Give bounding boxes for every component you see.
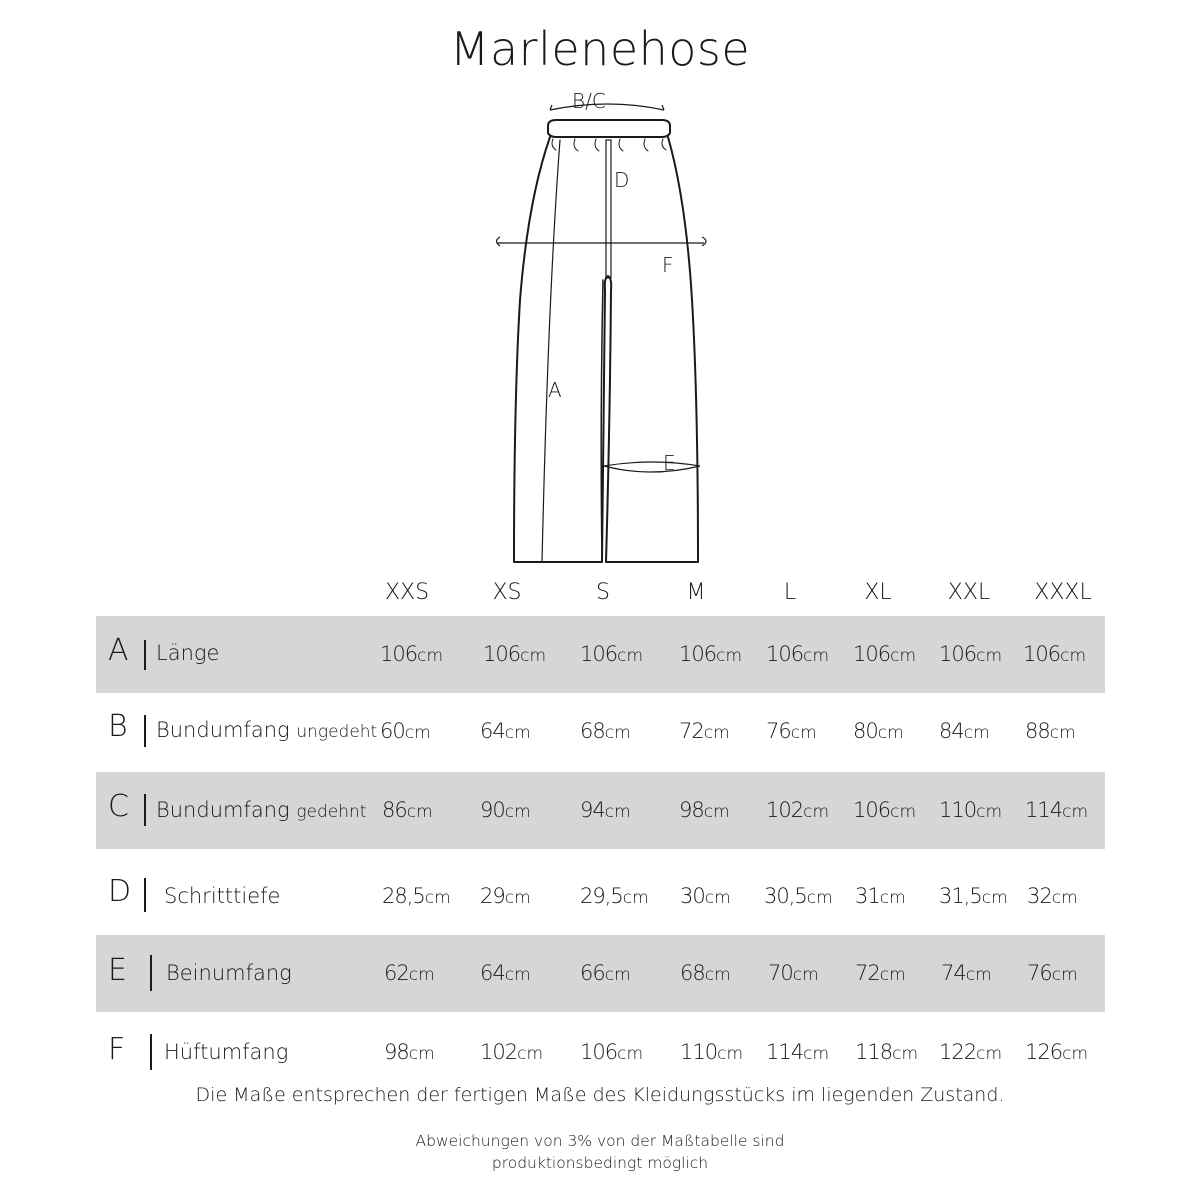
row-divider <box>150 955 152 991</box>
value-cell: 70cm <box>768 961 819 985</box>
value-cell: 84cm <box>939 719 990 743</box>
value-cell: 88cm <box>1025 719 1076 743</box>
size-header-l: L <box>783 580 797 605</box>
size-header-xl: XL <box>864 580 892 605</box>
value-cell: 106cm <box>580 1040 644 1064</box>
value-cell: 62cm <box>384 961 435 985</box>
row-label: Beinumfang <box>166 961 292 985</box>
label-bc: B/C <box>572 89 606 113</box>
value-cell: 102cm <box>766 798 830 822</box>
side-seam <box>542 140 560 562</box>
value-cell: 118cm <box>855 1040 919 1064</box>
value-cell: 29cm <box>480 884 531 908</box>
size-header-s: S <box>596 580 610 605</box>
row-label: Schritttiefe <box>164 884 281 908</box>
value-cell: 31cm <box>855 884 906 908</box>
value-cell: 106cm <box>853 642 917 666</box>
size-header-xxl: XXL <box>947 580 991 605</box>
value-cell: 30cm <box>680 884 731 908</box>
table-row-a <box>96 616 1105 693</box>
label-d: D <box>614 168 630 192</box>
size-header-xs: XS <box>492 580 522 605</box>
value-cell: 30,5cm <box>764 884 833 908</box>
tolerance-note-line2: produktionsbedingt möglich <box>491 1154 709 1172</box>
value-cell: 126cm <box>1025 1040 1089 1064</box>
table-row-d <box>96 858 1105 935</box>
value-cell: 68cm <box>580 719 631 743</box>
row-divider <box>144 640 146 670</box>
page-title: Marlenehose <box>449 22 751 76</box>
value-cell: 32cm <box>1027 884 1078 908</box>
table-row-c <box>96 772 1105 849</box>
rise-measure-line <box>606 140 611 278</box>
value-cell: 76cm <box>1027 961 1078 985</box>
value-cell: 86cm <box>382 798 433 822</box>
value-cell: 31,5cm <box>939 884 1008 908</box>
value-cell: 106cm <box>1023 642 1087 666</box>
row-letter: B <box>108 709 128 744</box>
value-cell: 90cm <box>480 798 531 822</box>
waistband-outline <box>548 120 670 137</box>
waist-measure-arc <box>550 104 664 110</box>
row-letter: C <box>108 789 129 824</box>
value-cell: 72cm <box>855 961 906 985</box>
row-letter: D <box>108 874 132 909</box>
value-cell: 110cm <box>939 798 1003 822</box>
value-cell: 76cm <box>766 719 817 743</box>
value-cell: 102cm <box>480 1040 544 1064</box>
table-row-b <box>96 693 1105 770</box>
table-row-e <box>96 935 1105 1012</box>
tolerance-note-line1: Abweichungen von 3% von der Maßtabelle sind <box>415 1132 785 1150</box>
value-cell: 106cm <box>766 642 830 666</box>
row-label: Bundumfang ungedeht <box>156 718 378 742</box>
row-label: Hüftumfang <box>164 1040 289 1064</box>
value-cell: 29,5cm <box>580 884 649 908</box>
row-letter: A <box>108 633 129 668</box>
value-cell: 80cm <box>853 719 904 743</box>
value-cell: 110cm <box>680 1040 744 1064</box>
tolerance-note <box>0 1130 1200 1174</box>
value-cell: 98cm <box>384 1040 435 1064</box>
value-cell: 74cm <box>941 961 992 985</box>
row-divider <box>144 878 146 912</box>
value-cell: 60cm <box>380 719 431 743</box>
label-e: E <box>663 451 676 475</box>
value-cell: 106cm <box>853 798 917 822</box>
value-cell: 114cm <box>1025 798 1089 822</box>
value-cell: 64cm <box>480 961 531 985</box>
label-a: A <box>548 378 562 402</box>
value-cell: 64cm <box>480 719 531 743</box>
value-cell: 72cm <box>679 719 730 743</box>
value-cell: 106cm <box>939 642 1003 666</box>
row-label: Länge <box>156 641 220 665</box>
value-cell: 68cm <box>680 961 731 985</box>
value-cell: 106cm <box>380 642 444 666</box>
leg-measure-line <box>604 462 700 472</box>
trouser-diagram <box>480 85 720 575</box>
row-divider <box>144 794 146 826</box>
row-divider <box>144 715 146 747</box>
value-cell: 114cm <box>766 1040 830 1064</box>
value-cell: 94cm <box>580 798 631 822</box>
value-cell: 66cm <box>580 961 631 985</box>
value-cell: 106cm <box>483 642 547 666</box>
measurement-note: Die Maße entsprechen der fertigen Maße des Kleidungsstücks im liegenden Zustand. <box>195 1084 1005 1106</box>
value-cell: 106cm <box>679 642 743 666</box>
value-cell: 98cm <box>679 798 730 822</box>
row-divider <box>150 1034 152 1070</box>
value-cell: 28,5cm <box>382 884 451 908</box>
row-letter: F <box>108 1032 126 1067</box>
label-f: F <box>662 253 674 277</box>
value-cell: 106cm <box>580 642 644 666</box>
row-label: Bundumfang gedehnt <box>156 798 367 822</box>
size-header-xxxl: XXXL <box>1034 580 1092 605</box>
size-header-xxs: XXS <box>384 580 430 605</box>
row-letter: E <box>108 953 127 988</box>
table-row-f <box>96 1012 1105 1089</box>
value-cell: 122cm <box>939 1040 1003 1064</box>
size-header-m: M <box>686 580 706 605</box>
